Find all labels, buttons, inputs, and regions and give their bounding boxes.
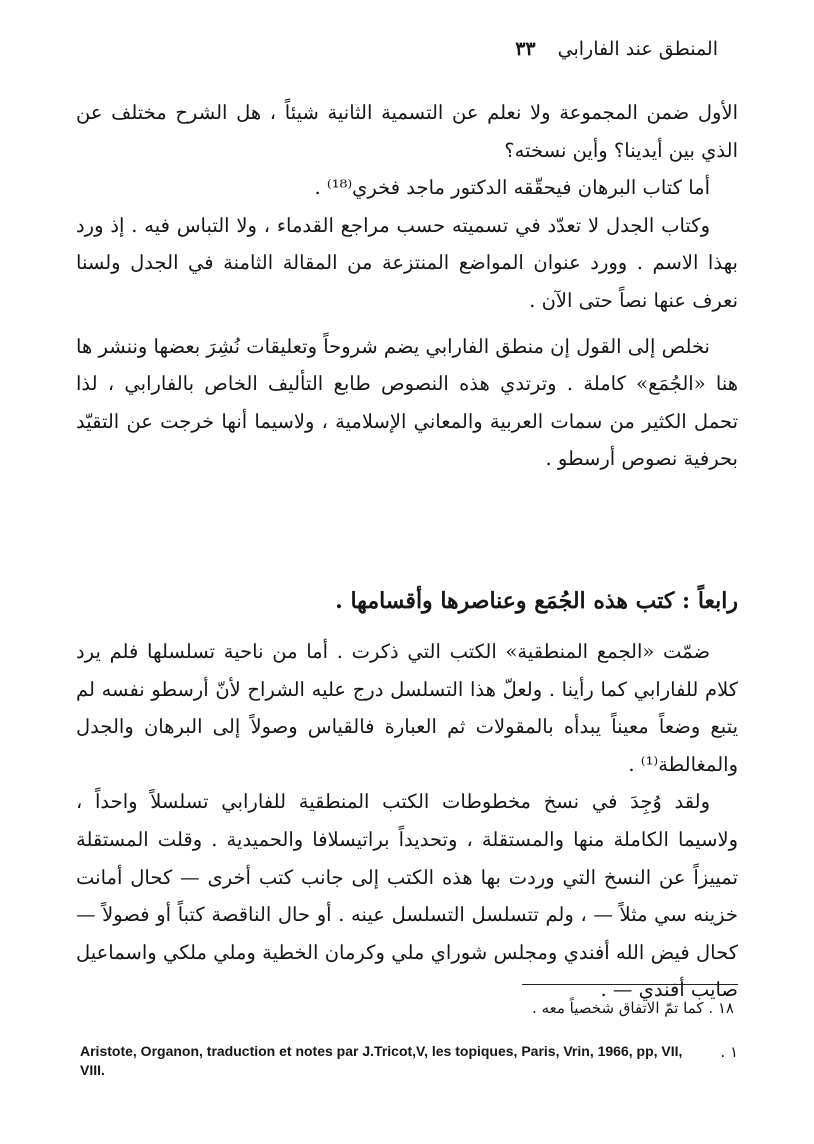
section-heading: رابعاً : كتب هذه الجُمَع وعناصرها وأقسامها .: [335, 588, 738, 614]
running-head-title: المنطق عند الفارابي: [557, 38, 718, 60]
footnote-divider: [522, 984, 738, 985]
footnote-1-text: Aristote, Organon, traduction et notes par J.Tricot,V, les topiques, Paris, Vrin, 1966, pp, VII, VIII.: [80, 1043, 683, 1078]
footnote-1-number: ١ .: [720, 1043, 738, 1061]
paragraph: وكتاب الجدل لا تعدّد في تسميته حسب مراجع القدماء ، ولا التباس فيه . إذ ورد بهذا الاسم . وورد عنوان المواضع المنتزعة من المقالة الثامنة في الجدل ولسنا نعرف عنها نصاً حتى الآن .: [76, 213, 738, 312]
paragraph: ضمّت «الجمع المنطقية» الكتب التي ذكرت . أما من ناحية تسلسلها فلم يرد كلام للفارابي كما رأينا . ولعلّ هذا التسلسل درج عليه الشراح لأنّ أرسطو نفسه لم يتبع وضعاً معيناً يبدأه بالمقولات ثم العبارة فالقياس وصولاً إلى البرهان والجدل والمغالطة⁽¹⁾ .: [76, 640, 738, 776]
paragraph: أما كتاب البرهان فيحقّقه الدكتور ماجد فخري⁽¹⁸⁾ .: [314, 176, 710, 200]
footnote-18: ١٨ . كما تمّ الاتفاق شخصياً معه .: [532, 999, 734, 1017]
paragraph: الأول ضمن المجموعة ولا نعلم عن التسمية الثانية شيئاً ، هل الشرح مختلف عن الذي بين أيدينا؟ وأين نسخته؟: [76, 101, 738, 162]
running-head: [80, 34, 718, 64]
body-text-bottom: [76, 633, 738, 1009]
paragraph: ولقد وُجِدَ في نسخ مخطوطات الكتب المنطقية للفارابي تسلسلاً واحداً ، ولاسيما الكاملة منها والمستقلة ، وتحديداً براتيسلافا والحميدية . وقلت المستقلة تمييزاً عن النسخ التي وردت بها هذه الكتب إلى جانب كتب أخرى — كحال أمانت خزينه سي مثلاً — ، ولم تتسلسل التسلسل عينه . أو حال الناقصة كتباً أو فصولاً — كحال فيض الله أفندي ومجلس شوراي ملي وكرمان الخطية وملي ملكي واسماعيل صايب أفندي — .: [76, 790, 738, 1002]
page-number: ٣٣: [515, 38, 536, 60]
body-text-top: [76, 94, 738, 478]
paragraph: نخلص إلى القول إن منطق الفارابي يضم شروحاً وتعليقات نُشِرَ بعضها وننشر ها هنا «الجُمَع» كاملة . وترتدي هذه النصوص طابع التأليف الخاص بالفارابي ، لذا تحمل الكثير من سمات العربية والمعاني الإسلامية ، ولاسيما أنها خرجت عن التقيّد بحرفية نصوص أرسطو .: [76, 334, 738, 471]
